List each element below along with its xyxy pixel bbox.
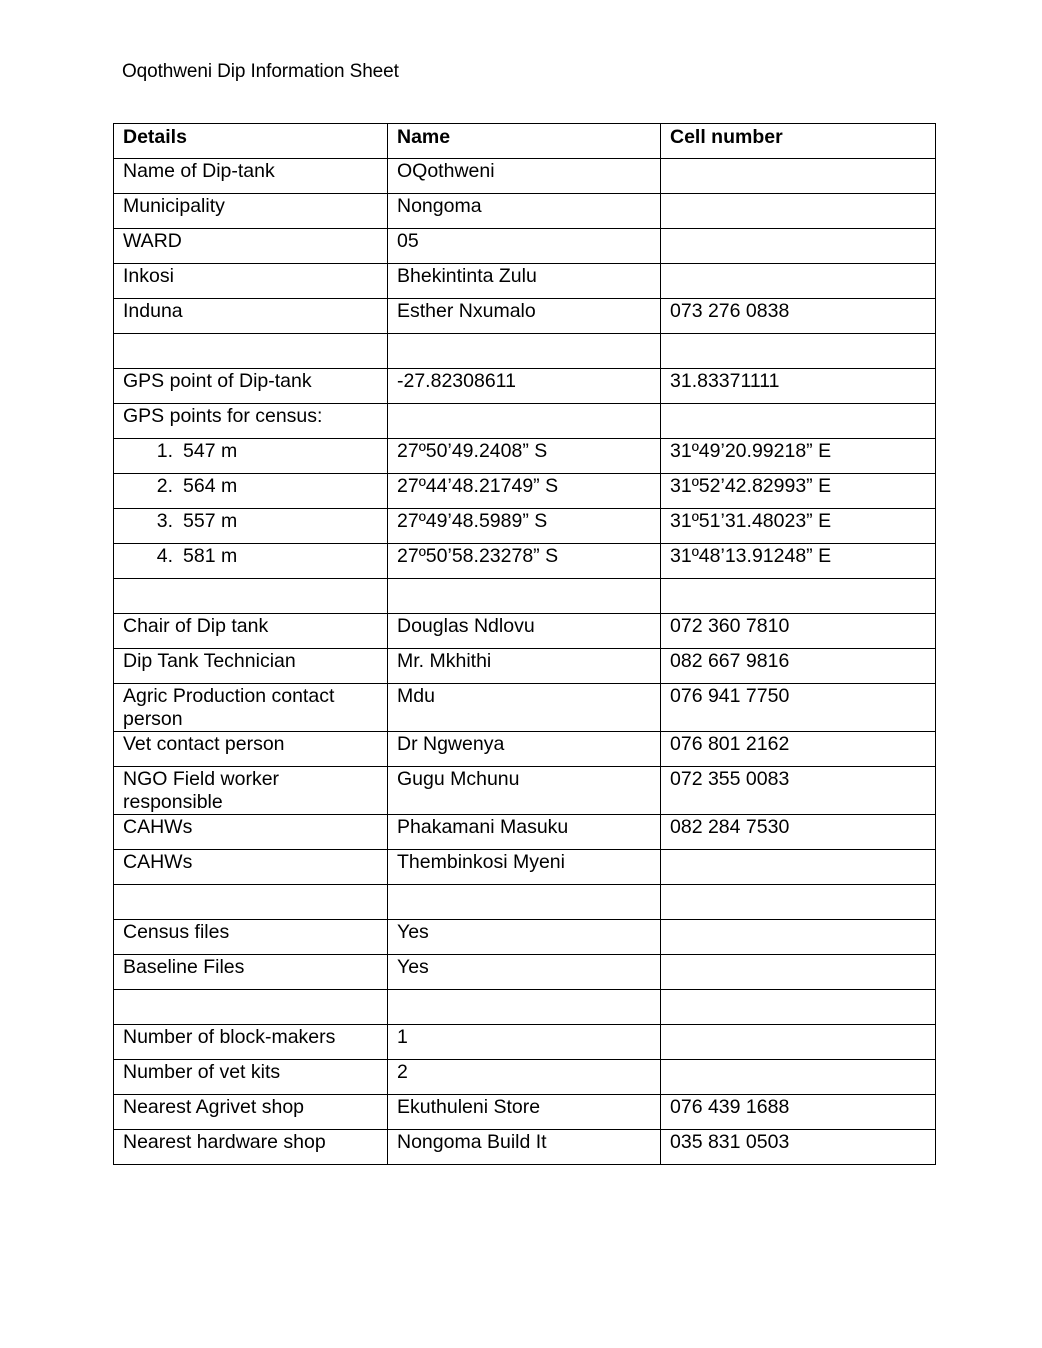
gps-census-row <box>114 474 936 509</box>
details-cell: Name of Dip-tank <box>114 159 388 194</box>
table-row <box>114 732 936 767</box>
name-cell: 27º50’49.2408” S <box>388 439 661 474</box>
details-cell: Vet contact person <box>114 732 388 767</box>
name-cell <box>388 404 661 439</box>
cell-number-cell: 31.83371111 <box>661 369 936 404</box>
table-row <box>114 955 936 990</box>
details-cell <box>114 439 388 474</box>
details-cell: Nearest Agrivet shop <box>114 1095 388 1130</box>
name-cell: Bhekintinta Zulu <box>388 264 661 299</box>
details-cell: Nearest hardware shop <box>114 1130 388 1165</box>
cell-number-cell <box>661 990 936 1025</box>
header-cell-number: Cell number <box>661 124 936 159</box>
header-name: Name <box>388 124 661 159</box>
name-cell: Thembinkosi Myeni <box>388 850 661 885</box>
list-number: 2. <box>156 475 173 497</box>
cell-number-cell <box>661 850 936 885</box>
table-row <box>114 815 936 850</box>
name-cell: 05 <box>388 229 661 264</box>
name-cell <box>388 579 661 614</box>
cell-number-cell: 082 284 7530 <box>661 815 936 850</box>
cell-number-cell: 31º51’31.48023” E <box>661 509 936 544</box>
table-row <box>114 614 936 649</box>
cell-number-cell: 076 439 1688 <box>661 1095 936 1130</box>
cell-number-cell <box>661 264 936 299</box>
name-cell: 2 <box>388 1060 661 1095</box>
header-details: Details <box>114 124 388 159</box>
table-row <box>114 649 936 684</box>
details-cell: Municipality <box>114 194 388 229</box>
table-row <box>114 1025 936 1060</box>
details-cell: Baseline Files <box>114 955 388 990</box>
name-cell: Phakamani Masuku <box>388 815 661 850</box>
cell-number-cell <box>661 1025 936 1060</box>
altitude-text: 557 m <box>183 510 238 532</box>
details-cell: CAHWs <box>114 850 388 885</box>
name-cell: Nongoma Build It <box>388 1130 661 1165</box>
cell-number-cell <box>661 159 936 194</box>
details-cell: Chair of Dip tank <box>114 614 388 649</box>
table-row <box>114 1060 936 1095</box>
details-cell: Inkosi <box>114 264 388 299</box>
name-cell: Yes <box>388 955 661 990</box>
cell-number-cell <box>661 955 936 990</box>
altitude-text: 547 m <box>183 440 238 462</box>
details-cell: Number of vet kits <box>114 1060 388 1095</box>
cell-number-cell: 31º49’20.99218” E <box>661 439 936 474</box>
info-table <box>113 123 936 1165</box>
details-cell <box>114 544 388 579</box>
cell-number-cell: 035 831 0503 <box>661 1130 936 1165</box>
table-row <box>114 159 936 194</box>
details-cell <box>114 579 388 614</box>
cell-number-cell: 076 941 7750 <box>661 684 936 732</box>
table-row <box>114 229 936 264</box>
details-cell <box>114 509 388 544</box>
details-cell: Agric Production contact person <box>114 684 388 732</box>
cell-number-cell <box>661 579 936 614</box>
altitude-text: 564 m <box>183 475 238 497</box>
details-cell: Number of block-makers <box>114 1025 388 1060</box>
cell-number-cell <box>661 885 936 920</box>
list-number: 4. <box>156 545 173 567</box>
blank-row <box>114 334 936 369</box>
details-cell <box>114 334 388 369</box>
details-cell <box>114 990 388 1025</box>
blank-row <box>114 579 936 614</box>
details-cell: Dip Tank Technician <box>114 649 388 684</box>
cell-number-cell: 073 276 0838 <box>661 299 936 334</box>
name-cell: 27º44’48.21749” S <box>388 474 661 509</box>
table-row <box>114 194 936 229</box>
table-row <box>114 404 936 439</box>
table-header-row <box>114 124 936 159</box>
list-number: 1. <box>156 440 173 462</box>
name-cell: OQothweni <box>388 159 661 194</box>
cell-number-cell <box>661 229 936 264</box>
cell-number-cell <box>661 1060 936 1095</box>
table-row <box>114 369 936 404</box>
cell-number-cell <box>661 194 936 229</box>
table-row <box>114 684 936 732</box>
table-row <box>114 299 936 334</box>
details-cell <box>114 474 388 509</box>
name-cell: Esther Nxumalo <box>388 299 661 334</box>
cell-number-cell: 072 360 7810 <box>661 614 936 649</box>
name-cell: -27.82308611 <box>388 369 661 404</box>
blank-row <box>114 990 936 1025</box>
name-cell: Mr. Mkhithi <box>388 649 661 684</box>
name-cell: Douglas Ndlovu <box>388 614 661 649</box>
cell-number-cell <box>661 920 936 955</box>
cell-number-cell: 072 355 0083 <box>661 767 936 815</box>
table-row <box>114 1095 936 1130</box>
details-cell: GPS points for census: <box>114 404 388 439</box>
cell-number-cell: 31º48’13.91248” E <box>661 544 936 579</box>
cell-number-cell: 076 801 2162 <box>661 732 936 767</box>
name-cell <box>388 334 661 369</box>
name-cell: Gugu Mchunu <box>388 767 661 815</box>
name-cell <box>388 885 661 920</box>
details-cell: NGO Field worker responsible <box>114 767 388 815</box>
gps-census-row <box>114 439 936 474</box>
table-row <box>114 264 936 299</box>
details-cell: GPS point of Dip-tank <box>114 369 388 404</box>
name-cell: 27º50’58.23278” S <box>388 544 661 579</box>
name-cell: 1 <box>388 1025 661 1060</box>
details-cell: WARD <box>114 229 388 264</box>
name-cell: Ekuthuleni Store <box>388 1095 661 1130</box>
details-cell: Census files <box>114 920 388 955</box>
name-cell: Nongoma <box>388 194 661 229</box>
name-cell <box>388 990 661 1025</box>
details-cell: CAHWs <box>114 815 388 850</box>
gps-census-row <box>114 544 936 579</box>
document-title: Oqothweni Dip Information Sheet <box>122 61 399 82</box>
name-cell: Mdu <box>388 684 661 732</box>
name-cell: Dr Ngwenya <box>388 732 661 767</box>
blank-row <box>114 885 936 920</box>
name-cell: 27º49’48.5989” S <box>388 509 661 544</box>
table-row <box>114 920 936 955</box>
details-cell <box>114 885 388 920</box>
cell-number-cell: 082 667 9816 <box>661 649 936 684</box>
table-row <box>114 1130 936 1165</box>
altitude-text: 581 m <box>183 545 238 567</box>
details-cell: Induna <box>114 299 388 334</box>
cell-number-cell <box>661 334 936 369</box>
list-number: 3. <box>156 510 173 532</box>
table-row <box>114 850 936 885</box>
gps-census-row <box>114 509 936 544</box>
cell-number-cell <box>661 404 936 439</box>
table-row <box>114 767 936 815</box>
cell-number-cell: 31º52’42.82993” E <box>661 474 936 509</box>
name-cell: Yes <box>388 920 661 955</box>
